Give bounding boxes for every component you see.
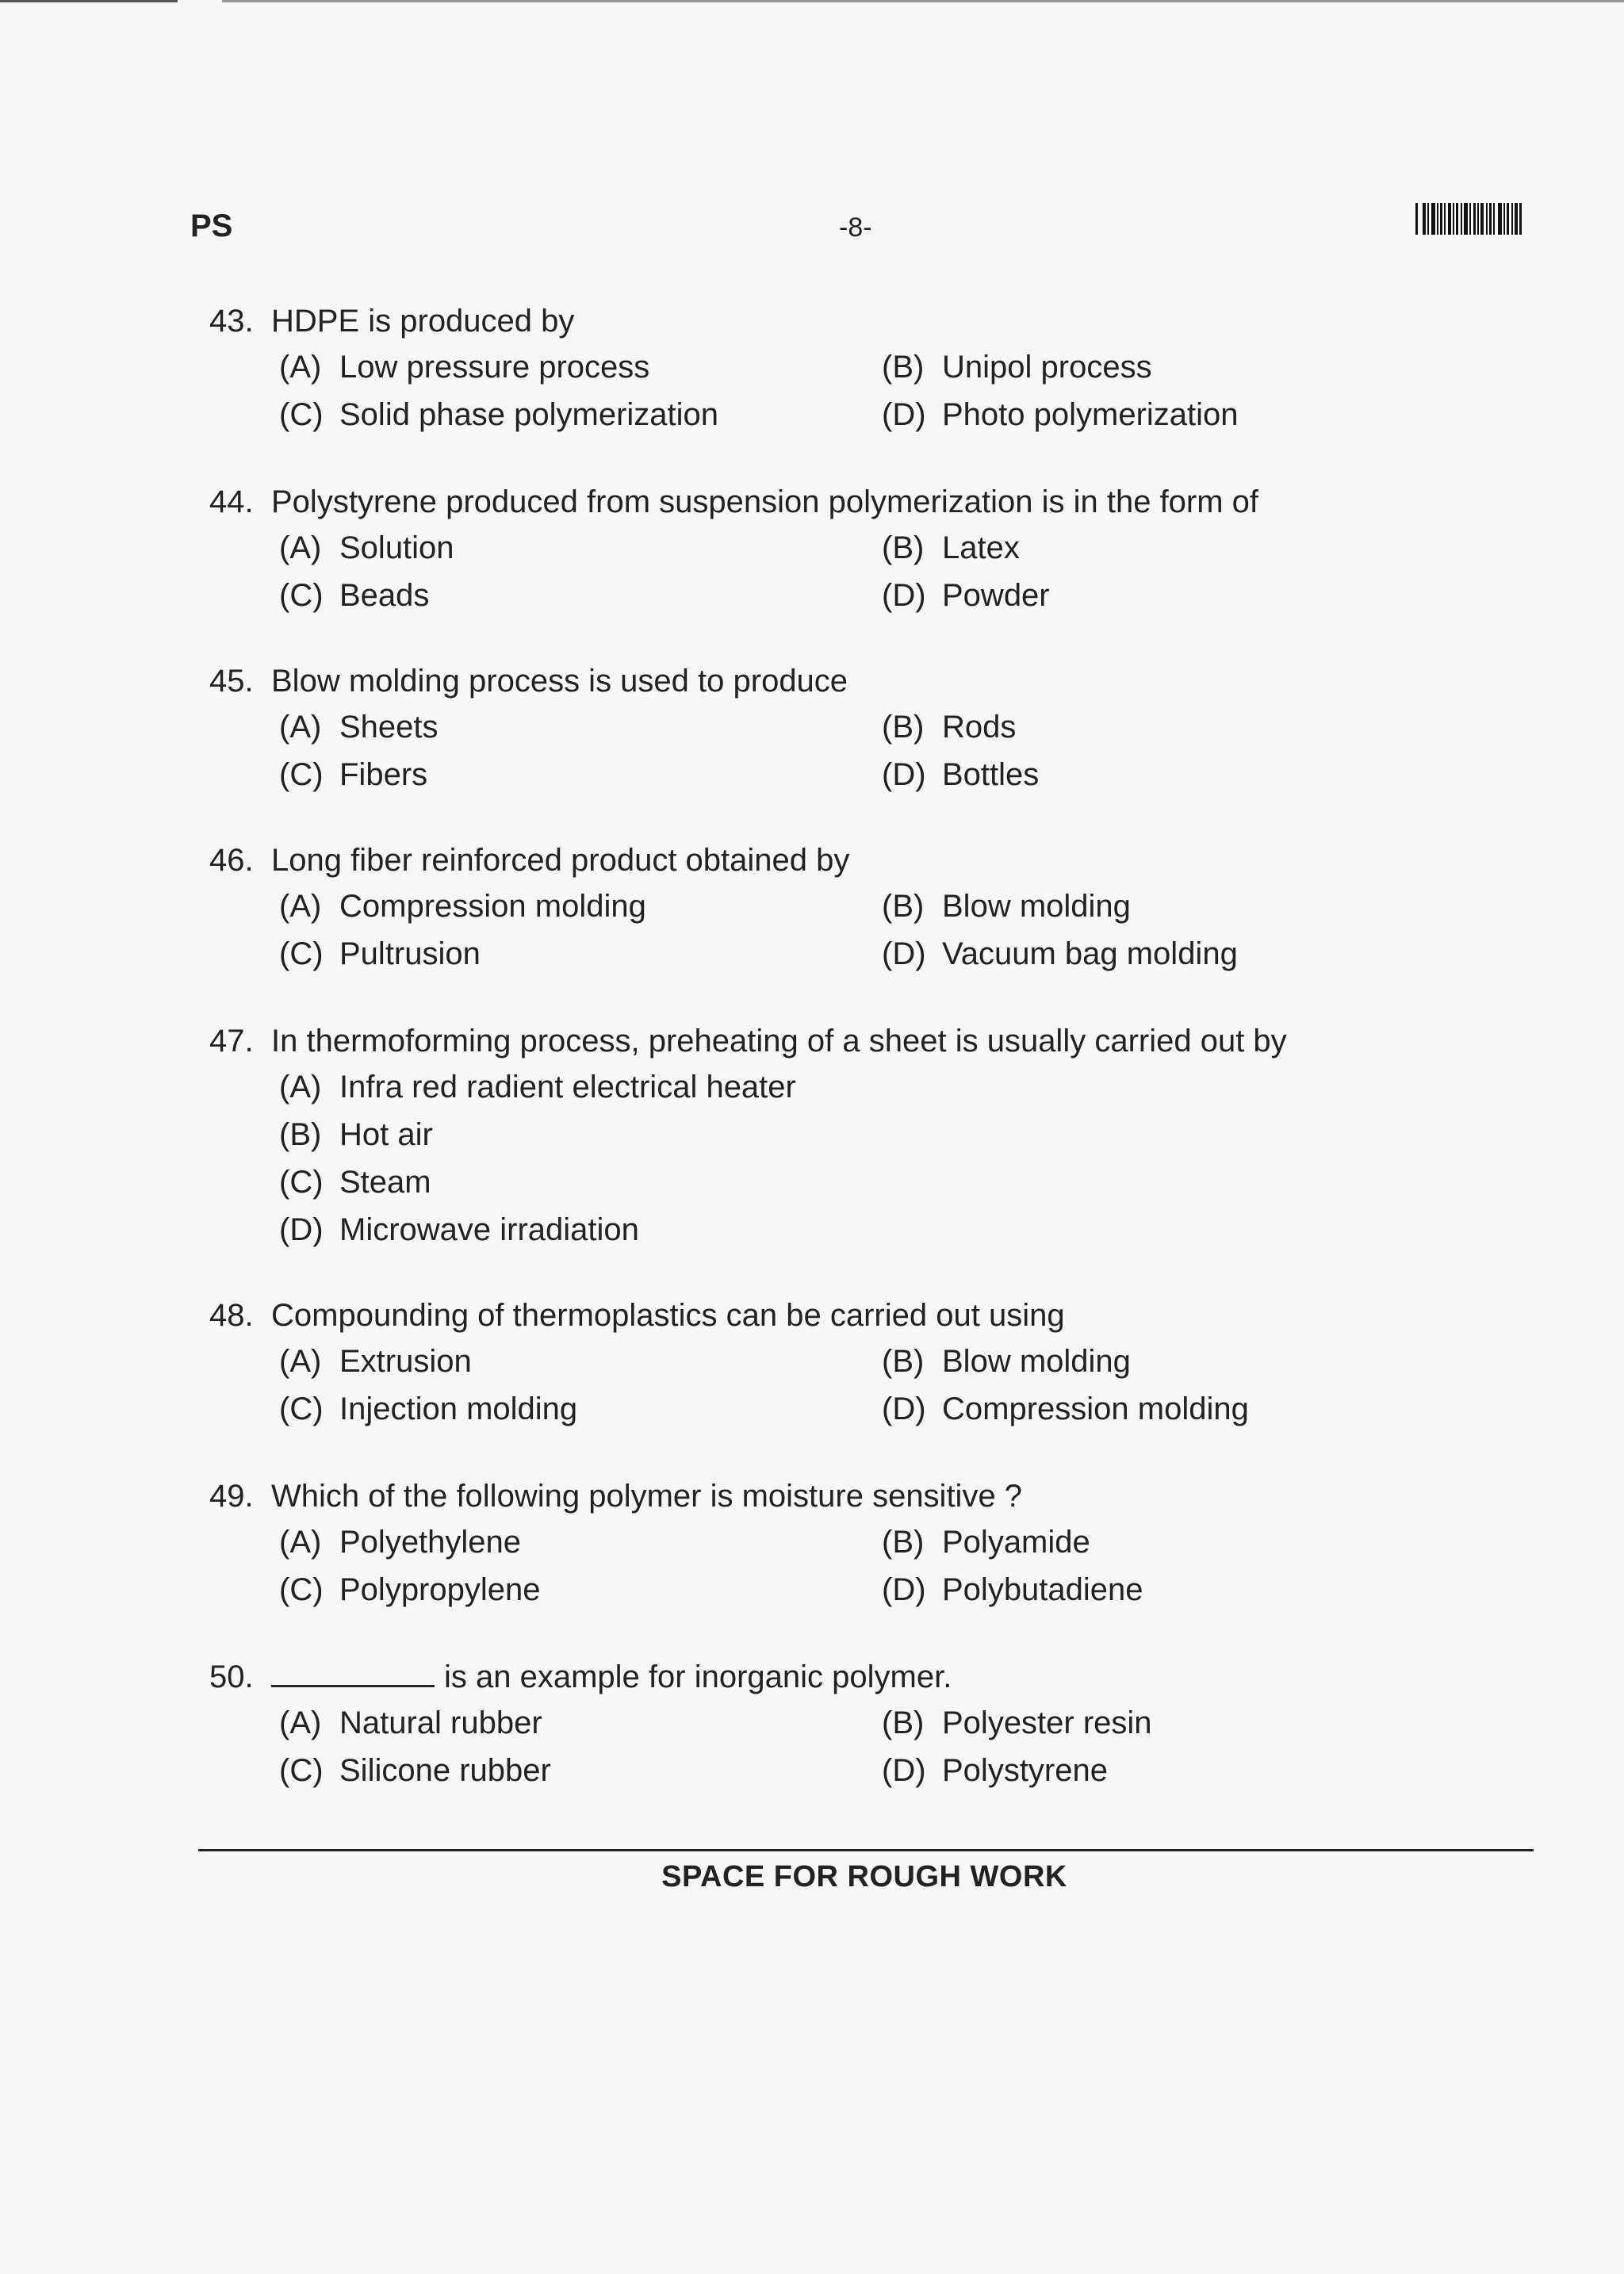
option-d: (D) Bottles	[882, 757, 1040, 792]
option-list	[279, 1064, 1589, 1253]
question-number: 45.	[209, 664, 254, 699]
question-stem	[209, 1473, 1589, 1519]
option-a: (A) Natural rubber	[279, 1706, 542, 1740]
option-a: (A) Solution	[279, 530, 454, 565]
option-b: (B) Blow molding	[882, 889, 1131, 924]
option-b: (B) Unipol process	[882, 350, 1152, 385]
question-stem	[209, 298, 1589, 344]
option-grid	[279, 704, 1589, 798]
question-number: 46.	[209, 843, 254, 878]
option-grid	[279, 1338, 1589, 1432]
option-grid	[279, 1519, 1589, 1613]
question-number: 50.	[209, 1660, 254, 1694]
option-c: (C) Silicone rubber	[279, 1753, 551, 1788]
question-text: Which of the following polymer is moisture sensitive ?	[271, 1479, 1023, 1514]
option-grid	[279, 525, 1589, 618]
option-c: (C) Injection molding	[279, 1392, 578, 1426]
answer-blank	[271, 1656, 435, 1687]
option-c: (C) Pultrusion	[279, 936, 481, 971]
paper-code: PS	[190, 209, 233, 243]
question-number: 43.	[209, 304, 254, 339]
rough-work-divider	[198, 1849, 1534, 1851]
option-grid	[279, 344, 1589, 438]
question-stem	[209, 1654, 1589, 1700]
option-grid	[279, 883, 1589, 977]
question-text: Compounding of thermoplastics can be carried out using	[271, 1298, 1065, 1333]
question-50	[209, 1654, 1589, 1794]
question-stem	[209, 479, 1589, 525]
question-49	[209, 1473, 1589, 1613]
question-43	[209, 298, 1589, 438]
question-number: 47.	[209, 1024, 254, 1059]
option-a: (A) Low pressure process	[279, 350, 650, 385]
barcode-image	[1415, 203, 1531, 235]
option-b: (B) Blow molding	[882, 1344, 1131, 1379]
option-b: (B) Polyamide	[882, 1525, 1090, 1560]
question-45	[209, 658, 1589, 798]
option-grid	[279, 1700, 1589, 1794]
question-text: In thermoforming process, preheating of a sheet is usually carried out by	[271, 1024, 1287, 1059]
option-a: (A) Infra red radient electrical heater	[279, 1070, 796, 1104]
question-46	[209, 837, 1589, 977]
option-c: (C) Steam	[279, 1165, 431, 1200]
option-b: (B) Polyester resin	[882, 1706, 1152, 1740]
question-48	[209, 1292, 1589, 1432]
option-d: (D) Powder	[882, 578, 1050, 613]
option-c: (C) Beads	[279, 578, 430, 613]
question-stem	[209, 1018, 1589, 1064]
option-c: (C) Solid phase polymerization	[279, 397, 719, 432]
option-b: (B) Latex	[882, 530, 1020, 565]
option-b: (B) Rods	[882, 710, 1017, 745]
option-d: (D) Vacuum bag molding	[882, 936, 1238, 971]
option-c: (C) Fibers	[279, 757, 428, 792]
question-stem	[209, 1292, 1589, 1338]
question-number: 48.	[209, 1298, 254, 1333]
question-number: 49.	[209, 1479, 254, 1514]
question-text: is an example for inorganic polymer.	[444, 1660, 952, 1694]
rough-work-heading: SPACE FOR ROUGH WORK	[661, 1860, 1067, 1893]
option-a: (A) Polyethylene	[279, 1525, 522, 1560]
question-47	[209, 1018, 1589, 1253]
option-d: (D) Polybutadiene	[882, 1572, 1143, 1607]
question-text: Polystyrene produced from suspension polymerization is in the form of	[271, 484, 1259, 519]
option-b: (B) Hot air	[279, 1117, 433, 1152]
option-c: (C) Polypropylene	[279, 1572, 541, 1607]
question-text: HDPE is produced by	[271, 304, 575, 339]
option-d: (D) Polystyrene	[882, 1753, 1108, 1788]
scan-edge-right	[222, 0, 1624, 2]
option-a: (A) Compression molding	[279, 889, 646, 924]
question-text: Long fiber reinforced product obtained by	[271, 843, 850, 878]
option-a: (A) Sheets	[279, 710, 439, 745]
question-stem	[209, 837, 1589, 883]
scan-edge-left	[0, 0, 178, 2]
option-a: (A) Extrusion	[279, 1344, 472, 1379]
option-d: (D) Compression molding	[882, 1392, 1249, 1426]
option-d: (D) Photo polymerization	[882, 397, 1239, 432]
question-44	[209, 479, 1589, 618]
question-number: 44.	[209, 484, 254, 519]
option-d: (D) Microwave irradiation	[279, 1212, 639, 1247]
page-number: -8-	[839, 212, 872, 243]
question-text: Blow molding process is used to produce	[271, 664, 848, 699]
question-stem	[209, 658, 1589, 704]
